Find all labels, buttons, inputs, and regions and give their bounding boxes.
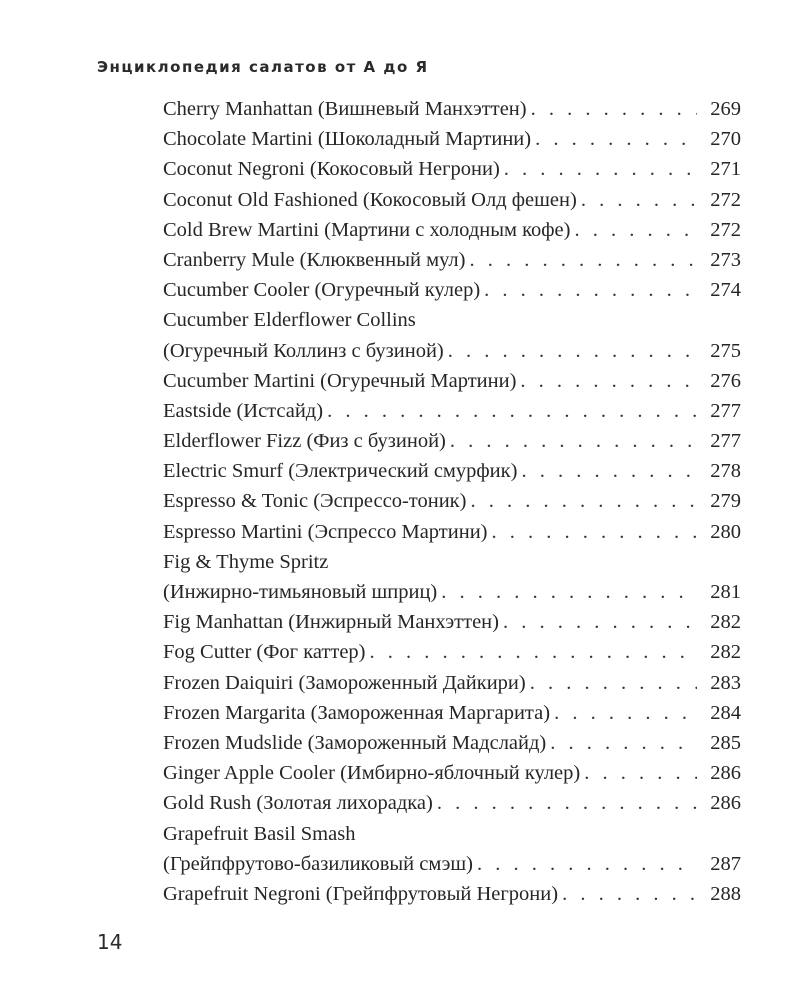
toc-entry-continuation-line xyxy=(163,849,741,879)
toc-entry-continuation-line xyxy=(163,336,741,366)
toc-entry-page: 280 xyxy=(710,520,741,543)
toc-entry-page: 270 xyxy=(710,128,741,151)
dot-leader xyxy=(441,577,697,607)
dot-leader xyxy=(327,396,697,426)
toc-entry-continuation: (Огуречный Коллинз с бузиной) xyxy=(163,339,444,362)
dot-leader xyxy=(584,758,697,788)
dot-leader xyxy=(531,94,697,124)
toc-entry-page: 278 xyxy=(710,460,741,483)
page-number: 14 xyxy=(97,930,123,954)
toc-entry xyxy=(163,366,741,396)
toc-entry-title: Coconut Negroni (Кокосовый Негрони) xyxy=(163,158,500,181)
toc-entry-title: Frozen Margarita (Замороженная Маргарита) xyxy=(163,701,551,724)
toc-entry-title: Cherry Manhattan (Вишневый Манхэттен) xyxy=(163,98,527,120)
toc-entry-title: Cold Brew Martini (Мартини с холодным кофе) xyxy=(163,218,571,241)
toc-entry-page: 283 xyxy=(710,671,741,694)
toc-entry xyxy=(163,456,741,486)
toc-entry xyxy=(163,607,741,637)
toc-entry-continuation-line xyxy=(163,577,741,607)
toc-entry-page: 269 xyxy=(710,98,741,120)
toc-entry xyxy=(163,215,741,245)
toc-entry-title: Gold Rush (Золотая лихорадка) xyxy=(163,792,433,815)
toc-entry-page: 273 xyxy=(710,248,741,271)
toc-entry-title: Elderflower Fizz (Физ с бузиной) xyxy=(163,430,446,453)
toc-entry xyxy=(163,185,741,215)
toc-entry xyxy=(163,426,741,456)
toc-entry-title: Frozen Mudslide (Замороженный Мадслайд) xyxy=(163,731,547,754)
toc-entry-page: 272 xyxy=(710,218,741,241)
toc-entry-page: 276 xyxy=(710,369,741,392)
running-header: Энциклопедия салатов от А до Я xyxy=(97,58,429,76)
toc-entry-page: 286 xyxy=(710,762,741,785)
dot-leader xyxy=(504,154,697,184)
toc-entry-page: 277 xyxy=(710,399,741,422)
dot-leader xyxy=(562,879,697,909)
table-of-contents xyxy=(163,94,741,909)
dot-leader xyxy=(530,668,697,698)
toc-entry-page: 282 xyxy=(710,611,741,634)
toc-entry-title: Espresso & Tonic (Эспрессо-тоник) xyxy=(163,490,467,513)
toc-entry-page: 279 xyxy=(710,490,741,513)
dot-leader xyxy=(470,486,697,516)
dot-leader xyxy=(469,245,697,275)
dot-leader xyxy=(521,456,697,486)
toc-entry-page: 285 xyxy=(710,731,741,754)
toc-entry-page: 287 xyxy=(710,852,741,875)
toc-entry-page: 274 xyxy=(710,279,741,302)
toc-entry xyxy=(163,275,741,305)
toc-entry xyxy=(163,819,741,849)
dot-leader xyxy=(574,215,697,245)
toc-entry xyxy=(163,879,741,909)
toc-entry xyxy=(163,788,741,818)
toc-entry-title: Ginger Apple Cooler (Имбирно-яблочный кулер) xyxy=(163,762,581,785)
toc-entry-title: Cucumber Cooler (Огуречный кулер) xyxy=(163,279,481,302)
dot-leader xyxy=(550,728,697,758)
toc-entry xyxy=(163,396,741,426)
toc-entry-title: Coconut Old Fashioned (Кокосовый Олд фешен) xyxy=(163,188,577,211)
toc-entry-title: Grapefruit Negroni (Грейпфрутовый Негрони) xyxy=(163,882,559,905)
toc-entry xyxy=(163,517,741,547)
toc-entry xyxy=(163,305,741,335)
toc-entry-continuation: (Инжирно-тимьяновый шприц) xyxy=(163,581,438,603)
toc-entry-page: 275 xyxy=(710,339,741,362)
toc-entry-title: Fig Manhattan (Инжирный Манхэттен) xyxy=(163,611,499,634)
toc-entry-page: 277 xyxy=(710,430,741,453)
dot-leader xyxy=(477,849,697,879)
toc-entry-title: Cranberry Mule (Клюквенный мул) xyxy=(163,248,466,271)
toc-entry-page: 272 xyxy=(710,188,741,211)
toc-entry xyxy=(163,637,741,667)
dot-leader xyxy=(437,788,697,818)
toc-entry-title: Fog Cutter (Фог каттер) xyxy=(163,641,366,664)
toc-entry xyxy=(163,486,741,516)
toc-entry xyxy=(163,758,741,788)
toc-entry-page: 282 xyxy=(710,641,741,664)
toc-entry-page: 271 xyxy=(710,158,741,181)
dot-leader xyxy=(535,124,697,154)
toc-entry-title: Fig & Thyme Spritz xyxy=(163,550,329,573)
toc-entry xyxy=(163,154,741,184)
toc-entry-title: Eastside (Истсайд) xyxy=(163,399,324,422)
dot-leader xyxy=(448,336,697,366)
toc-entry-title: Frozen Daiquiri (Замороженный Дайкири) xyxy=(163,671,526,694)
toc-entry-page: 286 xyxy=(710,792,741,815)
toc-entry-title: Grapefruit Basil Smash xyxy=(163,822,356,845)
dot-leader xyxy=(520,366,697,396)
dot-leader xyxy=(554,698,697,728)
toc-entry-title: Espresso Martini (Эспрессо Мартини) xyxy=(163,520,488,543)
dot-leader xyxy=(503,607,697,637)
toc-entry xyxy=(163,547,741,577)
toc-entry xyxy=(163,124,741,154)
toc-entry xyxy=(163,668,741,698)
dot-leader xyxy=(450,426,697,456)
toc-entry xyxy=(163,94,741,124)
toc-entry xyxy=(163,698,741,728)
toc-entry xyxy=(163,728,741,758)
toc-entry-title: Chocolate Martini (Шоколадный Мартини) xyxy=(163,128,532,151)
dot-leader xyxy=(492,517,698,547)
toc-entry xyxy=(163,245,741,275)
dot-leader xyxy=(484,275,697,305)
toc-entry-title: Cucumber Elderflower Collins xyxy=(163,309,416,332)
toc-entry-page: 281 xyxy=(710,581,741,603)
toc-entry-continuation: (Грейпфрутово-базиликовый смэш) xyxy=(163,852,473,875)
toc-entry-page: 288 xyxy=(710,882,741,905)
toc-entry-title: Cucumber Martini (Огуречный Мартини) xyxy=(163,369,517,392)
dot-leader xyxy=(581,185,697,215)
toc-entry-page: 284 xyxy=(710,701,741,724)
dot-leader xyxy=(370,637,697,667)
toc-entry-title: Electric Smurf (Электрический смурфик) xyxy=(163,460,518,483)
